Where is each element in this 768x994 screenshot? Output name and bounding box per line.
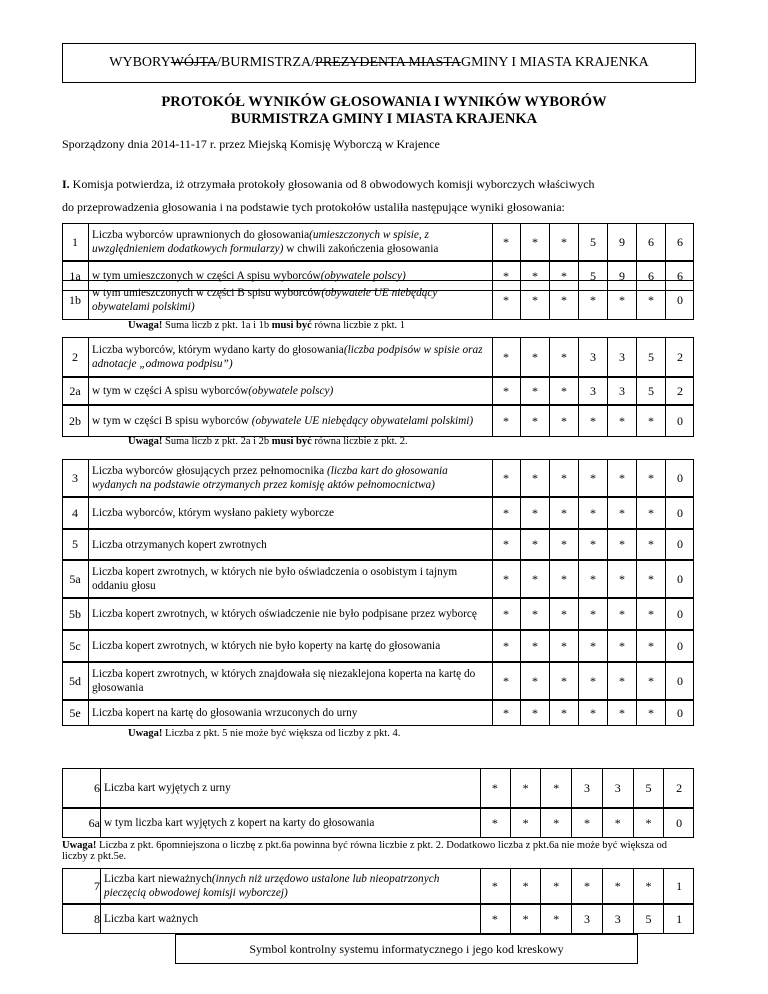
row-cell: *	[503, 292, 509, 307]
row-cell: 0	[665, 598, 694, 630]
note-bold: Uwaga!	[62, 840, 97, 851]
row-cell: 0	[665, 529, 694, 560]
header-strike-2: PREZYDENTA MIASTA	[315, 55, 461, 70]
row-cell: *	[571, 868, 602, 904]
row-cell: *	[549, 337, 578, 377]
row-cell: *	[503, 234, 509, 249]
row-cell: 0	[665, 560, 694, 598]
row-cell: *	[510, 808, 541, 838]
row-cell: *	[636, 630, 665, 662]
row-label-main: Liczba wyborców, którym wysłano pakiety wyborcze	[92, 507, 335, 519]
row-cells	[480, 868, 694, 904]
row-label-main: Liczba wyborców uprawnionych do głosowania	[92, 229, 310, 241]
row-number: 6	[94, 780, 100, 795]
row-cell: *	[520, 700, 549, 726]
row-cells	[492, 405, 694, 437]
row-cell: 3	[571, 904, 602, 934]
row-cell: *	[520, 377, 549, 405]
table-row	[62, 405, 694, 437]
row-cell: *	[520, 598, 549, 630]
table-row	[62, 768, 694, 808]
row-cell: *	[503, 349, 509, 364]
row-cell: *	[636, 529, 665, 560]
row-label-text	[92, 538, 267, 552]
row-cell: *	[491, 780, 498, 795]
row-cell: *	[549, 529, 578, 560]
row-label-italic: (liczba podpisów w spisie oraz adnotacje „odmowa podpisu”)	[92, 344, 483, 370]
row-cells	[492, 630, 694, 662]
row-label	[92, 223, 492, 261]
row-cell: *	[549, 405, 578, 437]
row-label-italic: (obywatele polscy)	[248, 385, 334, 397]
row-cell: 0	[665, 405, 694, 437]
row-label	[92, 405, 492, 437]
section-1-line-2: do przeprowadzenia głosowania i na podstawie tych protokołów ustaliła następujące wyniki głosowania:	[62, 200, 565, 214]
row-cell: 3	[607, 377, 636, 405]
row-cell: *	[520, 529, 549, 560]
footer-barcode-box	[175, 934, 638, 964]
row-cell: *	[520, 459, 549, 497]
row-cell: *	[636, 459, 665, 497]
row-cell: *	[520, 560, 549, 598]
row-number: 5a	[69, 571, 81, 586]
row-cell: *	[578, 529, 607, 560]
row-divider	[88, 630, 89, 662]
row-label-text	[92, 565, 492, 593]
table-row	[62, 377, 694, 405]
header-strike-1: WÓJTA	[170, 55, 218, 70]
row-label	[92, 598, 492, 630]
row-cells	[480, 768, 694, 808]
row-cell: *	[503, 413, 509, 428]
row-cell: *	[607, 280, 636, 320]
election-header	[62, 43, 696, 83]
row-cell: 2	[665, 337, 694, 377]
row-label-tail: w chwili zakończenia głosowania	[283, 243, 439, 255]
row-cell: *	[520, 405, 549, 437]
row-label-italic: (umieszczonych w spisie, z uwzględnieniem dodatkowych formularzy)	[92, 229, 429, 255]
row-cell: 3	[578, 337, 607, 377]
row-number: 5c	[69, 638, 81, 653]
row-cell: *	[633, 868, 664, 904]
row-cell: *	[578, 630, 607, 662]
row-label-main: Liczba wyborców, którym wydano karty do głosowania	[92, 344, 344, 356]
table-row	[62, 337, 694, 377]
row-label-text	[104, 781, 231, 795]
row-label-main: Liczba kopert na kartę do głosowania wrzuconych do urny	[92, 707, 358, 719]
row-cell: *	[540, 808, 571, 838]
row-cell: *	[607, 459, 636, 497]
row-cell: 3	[607, 337, 636, 377]
row-label-text	[92, 667, 492, 695]
row-label-main: Liczba otrzymanych kopert zwrotnych	[92, 538, 267, 551]
section-1-intro	[62, 177, 595, 192]
row-cell: *	[549, 261, 578, 291]
row-cell: *	[510, 868, 541, 904]
row-cell: *	[607, 560, 636, 598]
row-divider	[88, 662, 89, 700]
row-cell: *	[549, 560, 578, 598]
row-number: 6a	[88, 815, 100, 830]
row-cell: 9	[607, 261, 636, 291]
protocol-title-2: BURMISTRZA GMINY I MIASTA KRAJENKA	[230, 111, 538, 127]
row-cells	[492, 337, 694, 377]
table-row	[62, 560, 694, 598]
row-label-text	[92, 506, 334, 520]
row-number: 1b	[69, 292, 81, 307]
row-label	[104, 904, 484, 934]
row-cells	[492, 459, 694, 497]
row-cells	[492, 598, 694, 630]
row-label-main: Liczba kopert zwrotnych, w których nie było koperty na kartę do głosowania	[92, 640, 441, 652]
row-label	[92, 630, 492, 662]
row-cell: 3	[602, 904, 633, 934]
row-cell: *	[549, 459, 578, 497]
table-row	[62, 662, 694, 700]
row-cells	[492, 280, 694, 320]
row-cell: *	[549, 700, 578, 726]
row-cell: 6	[636, 261, 665, 291]
row-label-main: w tym umieszczonych w części B spisu wyborców	[92, 287, 322, 299]
row-cell: *	[549, 630, 578, 662]
row-divider	[88, 700, 89, 726]
row-cell: *	[578, 405, 607, 437]
row-divider	[88, 497, 89, 529]
row-cell: 3	[571, 768, 602, 808]
row-cell: *	[510, 768, 541, 808]
table-row	[62, 223, 694, 261]
row-cell: 0	[665, 630, 694, 662]
row-cell: *	[607, 630, 636, 662]
row-cell: 6	[665, 223, 694, 261]
table-row	[62, 868, 694, 904]
row-cell: *	[491, 878, 498, 893]
section-1-number: I.	[62, 177, 70, 191]
row-cell: *	[520, 630, 549, 662]
table-row	[62, 529, 694, 560]
row-label-text	[92, 384, 333, 398]
row-cell: *	[520, 662, 549, 700]
row-label	[92, 662, 492, 700]
row-label-main: w tym umieszczonych w części A spisu wyborców	[92, 270, 321, 282]
warning-note	[128, 728, 400, 739]
header-suffix: GMINY I MIASTA KRAJENKA	[460, 55, 649, 70]
row-cell: *	[520, 261, 549, 291]
row-cell: *	[607, 700, 636, 726]
row-cell: *	[636, 598, 665, 630]
row-label-italic: (obywatele UE niebędący obywatelami polskimi)	[92, 287, 438, 313]
row-number: 1	[72, 234, 78, 249]
row-cell: 3	[602, 768, 633, 808]
footer-label: Symbol kontrolny systemu informatycznego i jego kod kreskowy	[249, 941, 564, 956]
row-cells	[492, 662, 694, 700]
table-row	[62, 459, 694, 497]
note-bold2: musi być	[271, 320, 312, 331]
section-1-text: Komisja potwierdza, iż otrzymała protokoły głosowania od 8 obwodowych komisji wyborczych właściwych	[69, 177, 595, 191]
row-cell: 0	[665, 662, 694, 700]
row-cell: 5	[578, 223, 607, 261]
row-label-main: Liczba kopert zwrotnych, w których oświadczenie nie było podpisane przez wyborcę	[92, 608, 477, 620]
row-label-text	[104, 816, 374, 830]
row-divider	[100, 808, 101, 838]
row-cell: *	[607, 598, 636, 630]
row-cell: *	[636, 560, 665, 598]
row-cell: 6	[665, 261, 694, 291]
row-cell: *	[607, 662, 636, 700]
row-cell: *	[607, 529, 636, 560]
note-text: Liczba z pkt. 5 nie może być większa od liczby z pkt. 4.	[162, 728, 401, 739]
row-cell: *	[578, 662, 607, 700]
row-label	[104, 808, 484, 838]
row-cell: *	[491, 911, 498, 926]
row-label	[104, 868, 484, 904]
row-label-main: w tym w części A spisu wyborców	[92, 385, 249, 397]
row-label-text	[104, 872, 484, 900]
row-cell: *	[503, 470, 509, 485]
row-cell: *	[549, 223, 578, 261]
table-row	[62, 700, 694, 726]
row-divider	[88, 529, 89, 560]
row-divider	[88, 377, 89, 405]
row-cell: 1	[663, 904, 694, 934]
row-label-italic: (liczba kart do głosowania wydanych na podstawie otrzymanych przez komisję aktów pełnomocnictwa)	[92, 465, 448, 491]
row-divider	[88, 337, 89, 377]
row-cells	[492, 497, 694, 529]
table-row	[62, 808, 694, 838]
row-cell: *	[503, 537, 509, 551]
row-number: 2b	[69, 413, 81, 428]
row-divider	[100, 904, 101, 934]
row-label	[92, 337, 492, 377]
row-label	[92, 529, 492, 560]
row-cell: *	[503, 673, 509, 688]
row-cell: *	[503, 606, 509, 621]
table-row	[62, 630, 694, 662]
row-cell: *	[520, 280, 549, 320]
row-number: 2	[72, 349, 78, 364]
row-label-main: w tym w części B spisu wyborców	[92, 415, 252, 427]
header-middle: /BURMISTRZA/	[217, 55, 316, 70]
row-label	[104, 768, 484, 808]
row-number: 5e	[69, 705, 81, 720]
row-cell: 5	[633, 904, 664, 934]
row-label	[92, 497, 492, 529]
row-label-text	[92, 343, 492, 371]
row-number: 2a	[69, 383, 81, 398]
row-cell: *	[549, 280, 578, 320]
row-cells	[492, 700, 694, 726]
row-label-text	[92, 639, 440, 653]
warning-note	[128, 320, 405, 331]
row-divider	[88, 560, 89, 598]
row-cell: *	[549, 497, 578, 529]
row-cell: 5	[633, 768, 664, 808]
row-cell: *	[636, 405, 665, 437]
row-cells	[480, 808, 694, 838]
row-number: 4	[72, 505, 78, 520]
row-label-text	[92, 228, 492, 256]
row-label	[92, 377, 492, 405]
row-cells	[492, 223, 694, 261]
row-divider	[88, 459, 89, 497]
row-label-main: Liczba kart nieważnych	[104, 873, 212, 885]
row-cell: *	[636, 280, 665, 320]
row-cell: *	[578, 598, 607, 630]
row-label-main: Liczba kart ważnych	[104, 913, 199, 925]
note-text: Suma liczb z pkt. 1a i 1b	[162, 320, 272, 331]
table-row	[62, 280, 694, 320]
row-cell: *	[540, 904, 571, 934]
row-label	[92, 459, 492, 497]
row-cell: 5	[636, 337, 665, 377]
row-cells	[492, 377, 694, 405]
row-number: 5	[72, 537, 78, 551]
row-cell: *	[578, 459, 607, 497]
row-divider	[88, 223, 89, 261]
row-label-text	[92, 414, 473, 428]
row-label-text	[92, 607, 477, 621]
row-cell: *	[571, 808, 602, 838]
row-cell: *	[503, 638, 509, 653]
table-row	[62, 497, 694, 529]
row-cell: *	[503, 268, 509, 283]
row-divider	[88, 598, 89, 630]
row-cell: *	[503, 571, 509, 586]
row-label-main: Liczba kopert zwrotnych, w których nie było oświadczenia o osobistym i tajnym oddaniu głosu	[92, 566, 458, 592]
row-cell: *	[549, 662, 578, 700]
row-label	[92, 280, 492, 320]
row-label-main: Liczba wyborców głosujących przez pełnomocnika	[92, 465, 327, 477]
row-cell: *	[503, 383, 509, 398]
row-cell: 5	[578, 261, 607, 291]
row-cell: *	[602, 868, 633, 904]
row-cell: *	[633, 808, 664, 838]
warning-note	[62, 840, 694, 862]
row-cell: *	[520, 497, 549, 529]
row-cells	[492, 560, 694, 598]
row-divider	[100, 868, 101, 904]
row-label-italic: (obywatele polscy)	[320, 270, 406, 282]
row-cell: *	[578, 280, 607, 320]
row-cell: 0	[665, 700, 694, 726]
row-divider	[100, 768, 101, 808]
note-bold: Uwaga!	[128, 320, 163, 331]
row-cell: *	[503, 705, 509, 720]
row-label-text	[92, 464, 492, 492]
row-cell: 0	[665, 459, 694, 497]
row-cell: *	[607, 497, 636, 529]
row-label	[92, 700, 492, 726]
row-cell: *	[578, 560, 607, 598]
note-bold2: musi być	[271, 436, 312, 447]
note-text2: równa liczbie z pkt. 2.	[311, 436, 408, 447]
row-number: 5d	[69, 673, 81, 688]
row-label-main: Liczba kopert zwrotnych, w których znajdowała się niezaklejona koperta na kartę do głosowania	[92, 668, 476, 694]
row-cells	[492, 529, 694, 560]
row-divider	[88, 405, 89, 437]
row-label-italic: (innych niż urzędowo ustalone lub nieopatrzonych pieczęcią obwodowej komisji wyborczej)	[104, 873, 440, 899]
row-cell: *	[540, 868, 571, 904]
note-bold: Uwaga!	[128, 728, 163, 739]
row-cell: 0	[665, 280, 694, 320]
row-cell: *	[491, 815, 498, 830]
row-cell: *	[520, 337, 549, 377]
row-cell: *	[636, 662, 665, 700]
row-cell: 3	[578, 377, 607, 405]
row-cell: *	[636, 497, 665, 529]
row-number: 7	[94, 878, 100, 893]
sporzadzony-line: Sporządzony dnia 2014-11-17 r. przez Miejską Komisję Wyborczą w Krajence	[62, 137, 440, 151]
row-cell: 2	[663, 768, 694, 808]
row-cell: *	[578, 700, 607, 726]
row-cell: *	[636, 700, 665, 726]
row-number: 3	[72, 470, 78, 485]
note-text: Liczba z pkt. 6pomniejszona o liczbę z pkt.6a powinna być równa liczbie z pkt. 2. Dodatkowo liczba z pkt.6a nie może być większa od liczby z pkt.5e.	[62, 840, 668, 862]
protocol-title-1: PROTOKÓŁ WYNIKÓW GŁOSOWANIA I WYNIKÓW WYBORÓW	[161, 94, 607, 110]
row-cell: *	[540, 768, 571, 808]
row-cell: 2	[665, 377, 694, 405]
row-cell: *	[510, 904, 541, 934]
note-bold: Uwaga!	[128, 436, 163, 447]
header-prefix: WYBORY	[109, 55, 171, 70]
row-divider	[88, 280, 89, 320]
row-cell: 9	[607, 223, 636, 261]
row-cell: 6	[636, 223, 665, 261]
row-cell: 0	[665, 497, 694, 529]
row-cell: *	[549, 377, 578, 405]
note-text: Suma liczb z pkt. 2a i 2b	[162, 436, 272, 447]
row-number: 8	[94, 911, 100, 926]
row-number: 5b	[69, 606, 81, 621]
row-label-main: Liczba kart wyjętych z urny	[104, 782, 231, 794]
row-label-text	[92, 286, 492, 314]
row-cell: *	[578, 497, 607, 529]
row-cell: *	[520, 223, 549, 261]
row-cell: *	[503, 505, 509, 520]
row-cells	[480, 904, 694, 934]
row-cell: 1	[663, 868, 694, 904]
row-label-italic: (obywatele UE niebędący obywatelami polskimi)	[251, 415, 474, 427]
row-label	[92, 560, 492, 598]
warning-note	[128, 436, 408, 447]
row-cell: *	[602, 808, 633, 838]
row-cell: 0	[663, 808, 694, 838]
row-cell: *	[607, 405, 636, 437]
table-row	[62, 904, 694, 934]
row-label-text	[104, 912, 198, 926]
row-cell: *	[549, 598, 578, 630]
table-row	[62, 598, 694, 630]
row-cell: 5	[636, 377, 665, 405]
row-label-text	[92, 706, 357, 720]
row-label-main: w tym liczba kart wyjętych z kopert na karty do głosowania	[104, 817, 375, 829]
row-number: 1a	[69, 268, 81, 283]
note-text2: równa liczbie z pkt. 1	[311, 320, 406, 331]
